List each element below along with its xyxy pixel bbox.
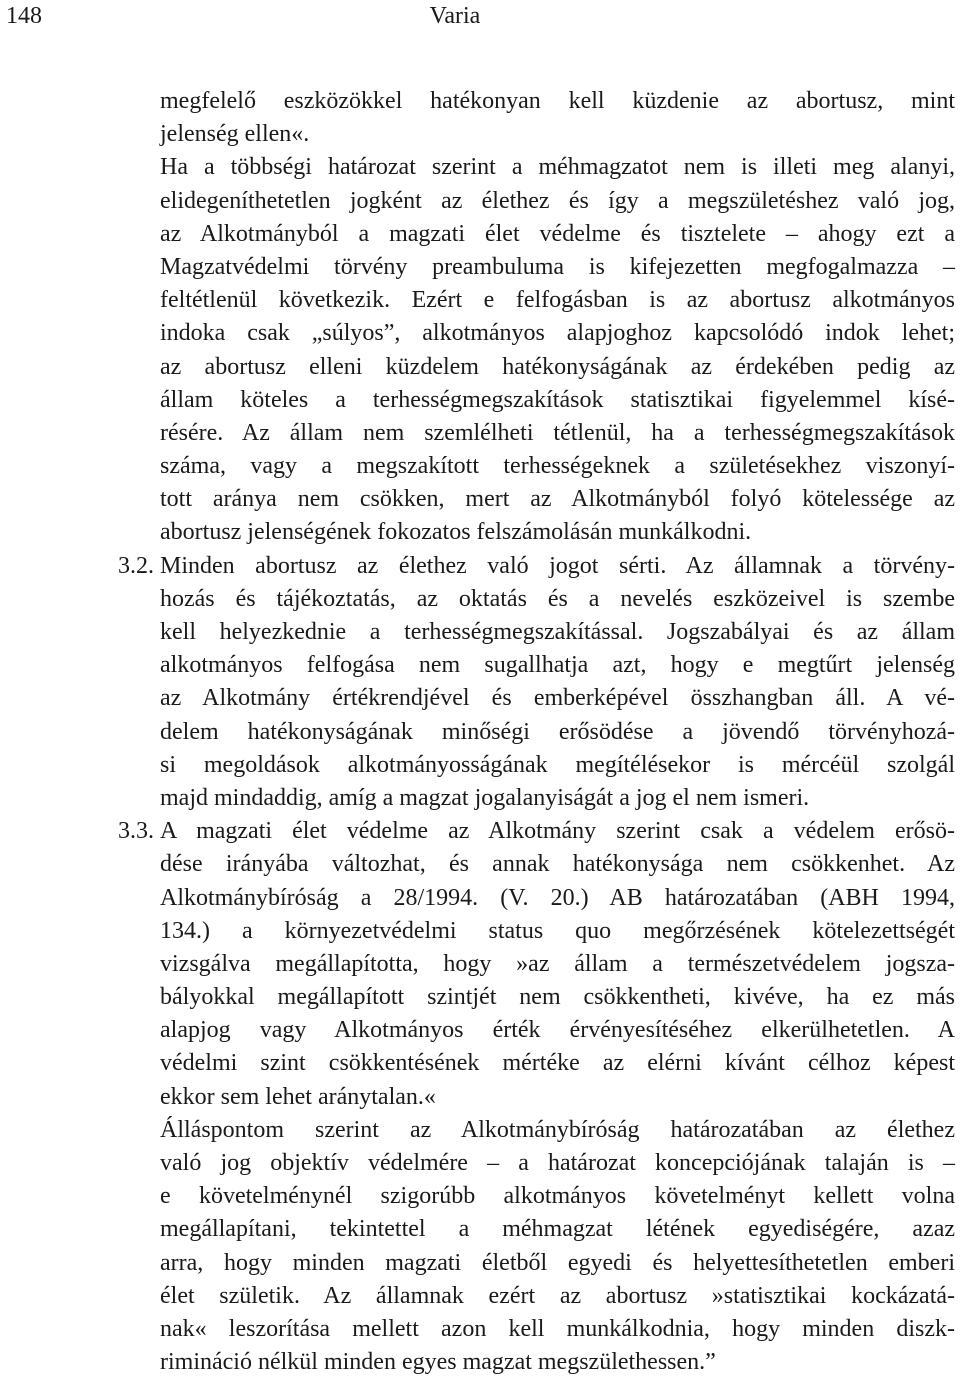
text-line (160, 915, 955, 948)
text-line (160, 583, 955, 616)
line-text: az Alkotmány értékrendjével és emberképével összhangban áll. A vé- (160, 685, 955, 712)
text-line (160, 948, 955, 981)
running-title: Varia (429, 3, 481, 29)
text-line (160, 1346, 955, 1379)
line-text: Alkotmánybíróság a 28/1994. (V. 20.) AB határozatában (ABH 1994, (160, 884, 955, 911)
text-line (160, 118, 955, 151)
text-line (160, 417, 955, 450)
line-text: résére. Az állam nem szemlélheti tétlenül, ha a terhességmegszakítások (160, 419, 955, 446)
line-text: állam köteles a terhességmegszakítások statisztikai figyelemmel kísé- (160, 386, 955, 413)
line-text: ekkor sem lehet aránytalan.« (160, 1083, 436, 1110)
text-line (160, 616, 955, 649)
text-line (118, 550, 955, 583)
line-text: indoka csak „súlyos”, alkotmányos alapjoghoz kapcsolódó indok lehet; (160, 320, 955, 347)
text-line (160, 1147, 955, 1180)
line-text: megfelelő eszközökkel hatékonyan kell küzdenie az abortusz, mint (160, 88, 955, 114)
line-text: A magzati élet védelme az Alkotmány szerint csak a védelem erősö- (160, 818, 955, 845)
line-text: alapjog vagy Alkotmányos érték érvényesítéséhez elkerülhetetlen. A (160, 1017, 955, 1044)
text-line (160, 1180, 955, 1213)
text-line (160, 85, 955, 118)
body-text (118, 85, 955, 1379)
text-line (160, 284, 955, 317)
text-line (160, 981, 955, 1014)
line-text: jelenség ellen«. (160, 121, 310, 148)
line-text: e követelménynél szigorúbb alkotmányos követelményt kellett volna (160, 1183, 955, 1210)
text-line (160, 682, 955, 715)
text-line (160, 1047, 955, 1080)
text-line (160, 782, 955, 815)
line-text: Minden abortusz az élethez való jogot sérti. Az államnak a törvény- (160, 552, 955, 579)
line-text: vizsgálva megállapította, hogy »az állam a természetvédelem jogsza- (160, 950, 955, 977)
text-line (160, 649, 955, 682)
text-line (160, 1213, 955, 1246)
section-number: 3.3. (118, 818, 154, 845)
text-line (160, 848, 955, 881)
line-text: si megoldások alkotmányosságának megítélésekor is mércéül szolgál (160, 751, 955, 778)
line-text: dése irányába változhat, és annak hatékonysága nem csökkenhet. Az (160, 851, 955, 878)
line-text: majd mindaddig, amíg a magzat jogalanyiságát a jog el nem ismeri. (160, 784, 810, 811)
line-text: az abortusz elleni küzdelem hatékonyságának az érdekében pedig az (160, 353, 955, 380)
text-line (160, 218, 955, 251)
text-line (160, 1280, 955, 1313)
line-text: nak« leszorítása mellett azon kell munkálkodnia, hogy minden diszk- (160, 1315, 955, 1342)
line-text: 134.) a környezetvédelmi status quo megőrzésének kötelezettségét (160, 917, 955, 944)
text-line (118, 815, 955, 848)
text-line (160, 1247, 955, 1280)
line-text: Magzatvédelmi törvény preambuluma is kifejezetten megfogalmazza – (160, 253, 955, 280)
text-line (160, 1114, 955, 1147)
line-text: Álláspontom szerint az Alkotmánybíróság határozatában az élethez (160, 1116, 955, 1143)
text-line (160, 317, 955, 350)
text-line (160, 1081, 955, 1114)
line-text: rimináció nélkül minden egyes magzat megszülethessen.” (160, 1349, 716, 1376)
line-text: kell helyezkednie a terhességmegszakítással. Jogszabályai és az állam (160, 619, 955, 645)
text-line (160, 483, 955, 516)
text-line (160, 1313, 955, 1346)
line-text: való jog objektív védelmére – a határozat koncepciójának talaján is – (160, 1150, 955, 1176)
line-text: tott aránya nem csökken, mert az Alkotmányból folyó kötelessége az (160, 486, 955, 513)
line-text: megállapítani, tekintettel a méhmagzat létének egyediségére, azaz (160, 1216, 955, 1243)
text-line (160, 151, 955, 184)
line-text: hozás és tájékoztatás, az oktatás és a nevelés eszközeivel is szembe (160, 585, 955, 612)
page-number: 148 (6, 3, 42, 29)
text-line (160, 185, 955, 218)
line-text: delem hatékonyságának minőségi erősödése a jövendő törvényhozá- (160, 718, 955, 745)
line-text: abortusz jelenségének fokozatos felszámolásán munkálkodni. (160, 519, 752, 546)
text-line (160, 251, 955, 284)
text-line (160, 450, 955, 483)
text-line (160, 716, 955, 749)
text-line (160, 351, 955, 384)
line-text: az Alkotmányból a magzati élet védelme és tisztelete – ahogy ezt a (160, 220, 955, 247)
line-text: feltétlenül következik. Ezért e felfogásban is az abortusz alkotmányos (160, 287, 955, 314)
line-text: elidegeníthetetlen jogként az élethez és így a megszületéshez való jog, (160, 187, 955, 214)
text-line (160, 516, 955, 549)
line-text: Ha a többségi határozat szerint a méhmagzatot nem is illeti meg alanyi, (160, 154, 955, 181)
text-line (160, 384, 955, 417)
text-line (160, 749, 955, 782)
text-line (160, 882, 955, 915)
line-text: bályokkal megállapított szintjét nem csökkentheti, kivéve, ha ez más (160, 984, 955, 1011)
line-text: száma, vagy a megszakított terhességeknek a születésekhez viszonyí- (160, 453, 955, 480)
line-text: védelmi szint csökkentésének mértéke az elérni kívánt célhoz képest (160, 1050, 955, 1077)
section-number: 3.2. (118, 552, 154, 579)
line-text: arra, hogy minden magzati életből egyedi és helyettesíthetetlen emberi (160, 1249, 955, 1276)
line-text: élet születik. Az államnak ezért az abortusz »statisztikai kockázatá- (160, 1282, 955, 1309)
text-line (160, 1014, 955, 1047)
line-text: alkotmányos felfogása nem sugallhatja azt, hogy e megtűrt jelenség (160, 652, 955, 679)
